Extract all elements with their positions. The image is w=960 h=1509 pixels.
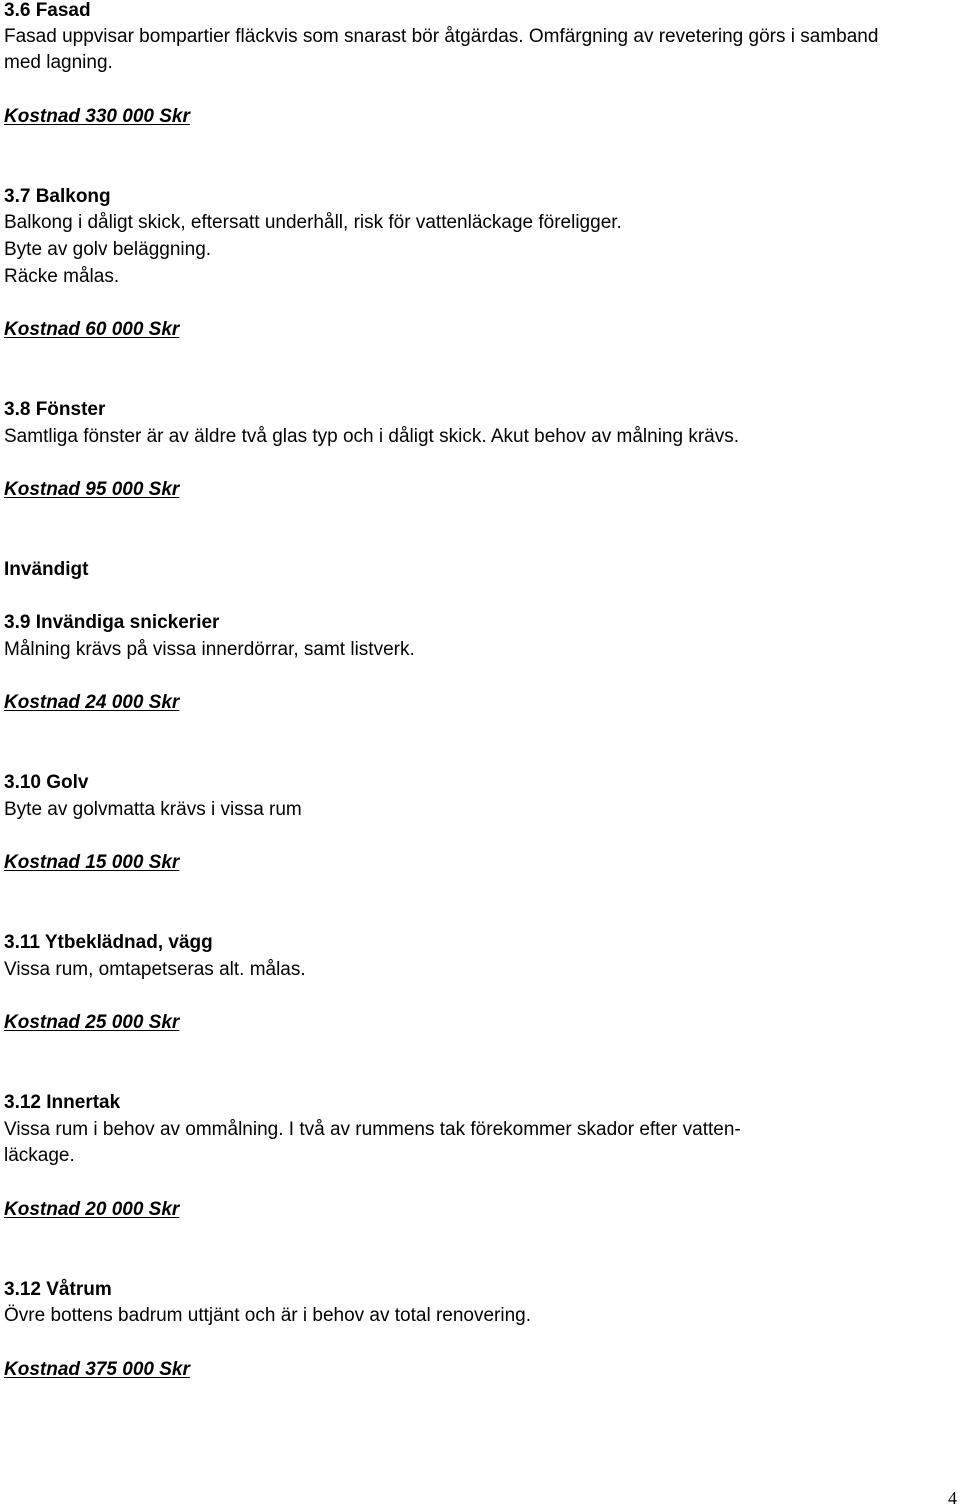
section-text: Vissa rum i behov av ommålning. I två av rummens tak förekommer skador efter vatten- xyxy=(4,1119,741,1140)
cost-label: Kostnad 95 000 Skr xyxy=(4,479,180,500)
cost-label: Kostnad 20 000 Skr xyxy=(4,1199,180,1220)
section-heading: 3.12 Våtrum xyxy=(4,1279,112,1300)
section-text: med lagning. xyxy=(4,52,113,73)
section-text: Vissa rum, omtapetseras alt. målas. xyxy=(4,959,306,980)
section-heading: 3.9 Invändiga snickerier xyxy=(4,612,220,633)
section-heading: 3.12 Innertak xyxy=(4,1092,121,1113)
cost-label: Kostnad 24 000 Skr xyxy=(4,692,180,713)
section-heading: 3.10 Golv xyxy=(4,772,89,793)
cost-label: Kostnad 25 000 Skr xyxy=(4,1012,180,1033)
cost-label: Kostnad 375 000 Skr xyxy=(4,1359,190,1380)
group-heading: Invändigt xyxy=(4,559,89,580)
section-text: Fasad uppvisar bompartier fläckvis som snarast bör åtgärdas. Omfärgning av revetering görs i samband xyxy=(4,26,879,47)
section-heading: 3.11 Ytbeklädnad, vägg xyxy=(4,932,213,953)
page-number: 4 xyxy=(948,1488,957,1508)
section-heading: 3.8 Fönster xyxy=(4,399,106,420)
cost-label: Kostnad 15 000 Skr xyxy=(4,852,180,873)
section-heading: 3.6 Fasad xyxy=(4,0,91,21)
section-text: läckage. xyxy=(4,1145,75,1166)
section-text: Övre bottens badrum uttjänt och är i behov av total renovering. xyxy=(4,1305,532,1326)
section-text: Räcke målas. xyxy=(4,266,120,287)
cost-label: Kostnad 60 000 Skr xyxy=(4,319,180,340)
section-text: Samtliga fönster är av äldre två glas typ och i dåligt skick. Akut behov av målning krävs. xyxy=(4,426,740,447)
section-text: Balkong i dåligt skick, eftersatt underhåll, risk för vattenläckage föreligger. xyxy=(4,212,622,233)
section-text: Målning krävs på vissa innerdörrar, samt listverk. xyxy=(4,639,415,660)
section-text: Byte av golv beläggning. xyxy=(4,239,212,260)
cost-label: Kostnad 330 000 Skr xyxy=(4,106,190,127)
section-heading: 3.7 Balkong xyxy=(4,186,111,207)
section-text: Byte av golvmatta krävs i vissa rum xyxy=(4,799,302,820)
